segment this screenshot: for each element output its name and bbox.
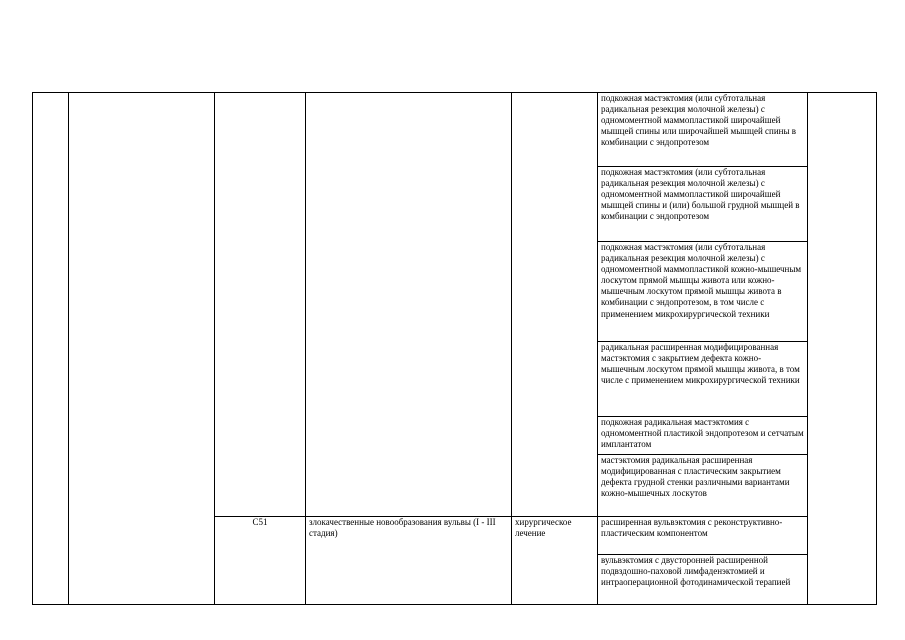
method-cell: вульвэктомия с двусторонней расширенной подвздошно-паховой лимфаденэктомией и интраоперационной фотодинамической терапией <box>598 555 808 605</box>
code-cell <box>215 93 306 517</box>
diagnosis-cell: злокачественные новообразования вульвы (I - III стадия) <box>306 517 512 605</box>
method-cell: подкожная мастэктомия (или субтотальная радикальная резекция молочной железы) с одномоментной маммопластикой широчайшей мышцей спины и (или) большой грудной мышцей в комбинации с эндопротезом <box>598 167 808 242</box>
profile-cell <box>69 93 215 605</box>
method-cell: подкожная мастэктомия (или субтотальная радикальная резекция молочной железы) с одномоментной маммопластикой широчайшей мышцей спины или широчайшей мышцей спины в комбинации с эндопротезом <box>598 93 808 167</box>
method-cell: радикальная расширенная модифицированная мастэктомия с закрытием дефекта кожно-мышечным лоскутом прямой мышцы живота, в том числе с применением микрохирургической техники <box>598 342 808 417</box>
method-cell: расширенная вульвэктомия с реконструктивно-пластическим компонентом <box>598 517 808 555</box>
treatment-type-cell: хирургическое лечение <box>512 517 598 605</box>
code-cell: C51 <box>215 517 306 605</box>
table-row <box>33 93 877 167</box>
diagnosis-cell <box>306 93 512 517</box>
extra-cell <box>808 93 877 605</box>
procedures-table <box>32 92 877 605</box>
method-cell: мастэктомия радикальная расширенная модифицированная с пластическим закрытием дефекта грудной стенки различными вариантами кожно-мышечных лоскутов <box>598 455 808 517</box>
index-cell <box>33 93 69 605</box>
treatment-type-cell <box>512 93 598 517</box>
method-cell: подкожная радикальная мастэктомия с одномоментной пластикой эндопротезом и сетчатым имплантатом <box>598 417 808 455</box>
method-cell: подкожная мастэктомия (или субтотальная радикальная резекция молочной железы) с одномоментной маммопластикой кожно-мышечным лоскутом прямой мышцы живота или кожно-мышечным лоскутом прямой мышцы живота в комбинации с эндопротезом, в том числе с применением микрохирургической техники <box>598 242 808 342</box>
